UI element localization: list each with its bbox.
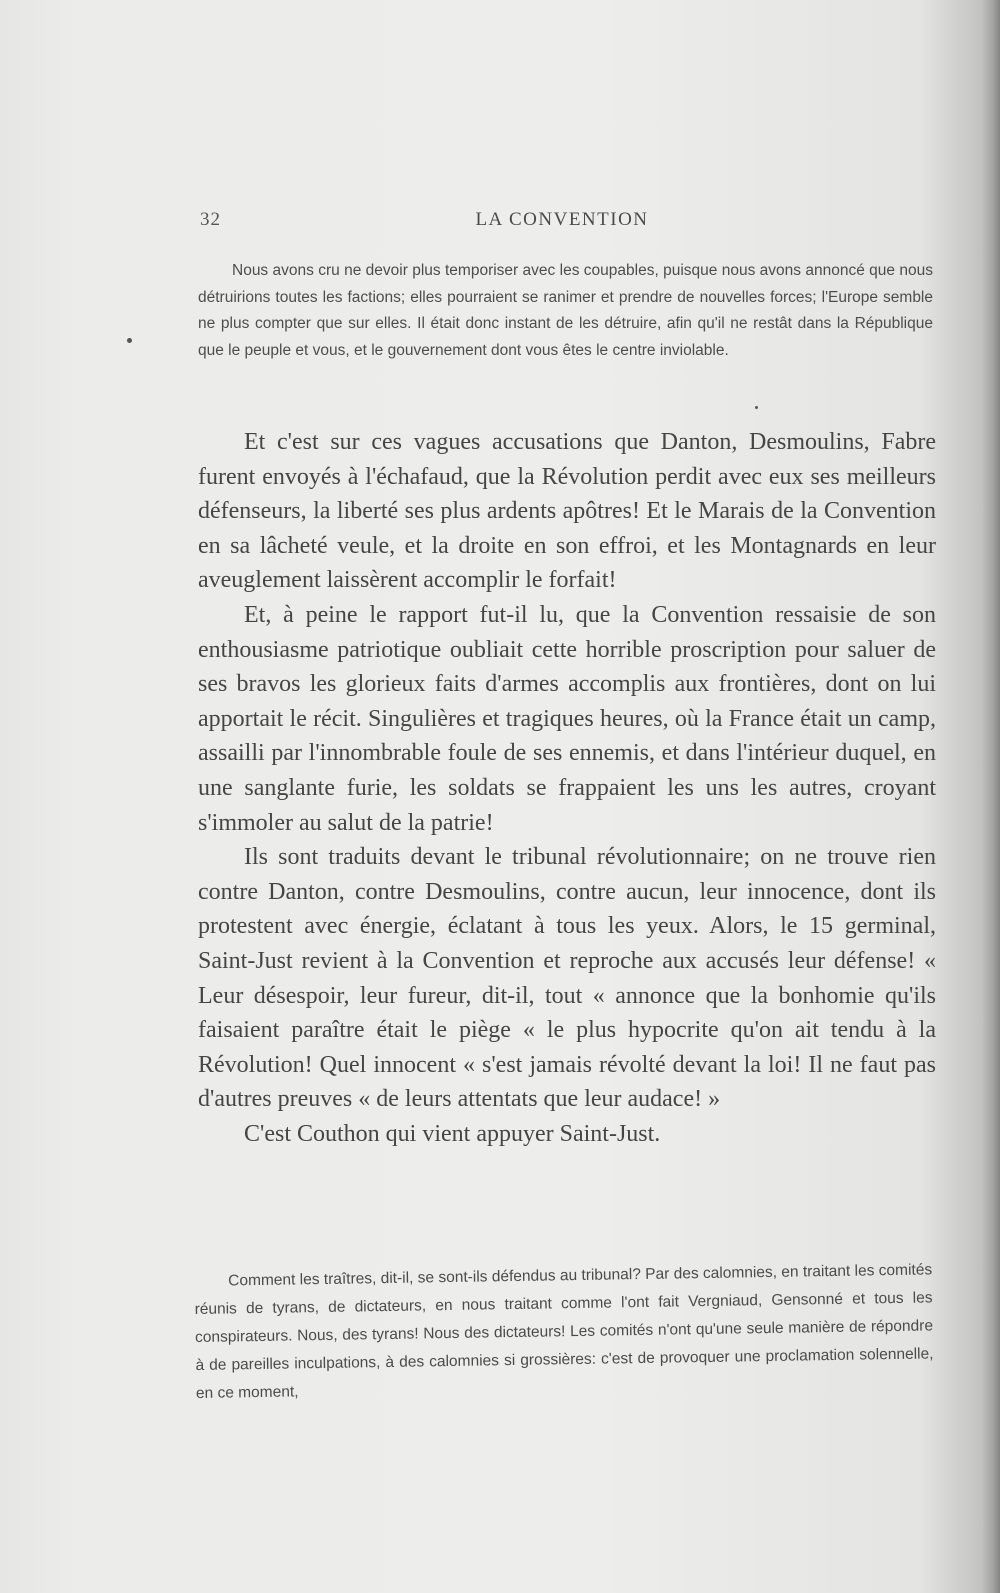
footnote-block <box>194 1256 934 1408</box>
footnote-text: Comment les traîtres, dit-il, se sont-ils défendus au tribunal? Par des calomnies, en traitant les comités réunis de tyrans, de dictateurs, en nous traitant comme l'ont fait Vergniaud, Gensonné et tous les conspirateurs. Nous, des tyrans! Nous des dictateurs! Les comités n'ont qu'une seule manière de répondre à de pareilles inculpations, à des calomnies si grossières: c'est de provoquer une proclamation solennelle, en ce moment, <box>194 1261 934 1402</box>
running-title: LA CONVENTION <box>475 209 649 230</box>
body-paragraph: Et c'est sur ces vagues accusations que Danton, Desmoulins, Fabre furent envoyés à l'échafaud, que la Révolution perdit avec eux ses meilleurs défenseurs, la liberté ses plus ardents apôtres! Et le Marais de la Convention en sa lâcheté veule, et la droite en son effroi, et les Montagnards en leur aveuglement laissèrent accomplir le forfait! <box>198 429 936 594</box>
page-number: 32 <box>200 209 221 230</box>
quoted-speech-block <box>198 258 933 364</box>
body-paragraph: Et, à peine le rapport fut-il lu, que la Convention ressaisie de son enthousiasme patriotique oubliait cette horrible proscription pour saluer de ses bravos les glorieux faits d'armes accomplis aux frontières, dont on lui apportait le récit. Singulières et tragiques heures, où la France était un camp, assailli par l'innombrable foule de ses ennemis, et dans l'intérieur duquel, en une sanglante furie, les soldats se frappaient les uns les autres, croyant s'immoler au salut de la patrie! <box>198 601 936 836</box>
ink-speck-mark <box>755 406 758 409</box>
ink-speck-mark <box>127 338 132 343</box>
body-paragraph: Ils sont traduits devant le tribunal révolutionnaire; on ne trouve rien contre Danton, contre Desmoulins, contre aucun, leur innocence, dont ils protestent avec énergie, éclatant à tous les yeux. Alors, le 15 germinal, Saint-Just revient à la Convention et reproche aux accusés leur défense! « Leur désespoir, leur fureur, dit-il, tout « annonce que la bonhomie qu'ils faisaient paraître était le piège « le plus hypocrite qu'on ait tendu à la Révolution! Quel innocent « s'est jamais révolté devant la loi! Il ne faut pas d'autres preuves « de leurs attentats que leur audace! » <box>198 844 936 1113</box>
page-edge-shadow <box>982 0 1000 1593</box>
page-header <box>200 209 924 239</box>
body-paragraph: C'est Couthon qui vient appuyer Saint-Just. <box>244 1120 661 1147</box>
quoted-speech-text: Nous avons cru ne devoir plus temporiser avec les coupables, puisque nous avons annoncé que nous détruirions toutes les factions; elles pourraient se ranimer et prendre de nouvelles forces; l'Europe semble ne plus compter que sur elles. Il était donc instant de les détruire, afin qu'il ne restât dans la République que le peuple et vous, et le gouvernement dont vous êtes le centre inviolable. <box>198 262 933 359</box>
main-body-text <box>198 425 936 1151</box>
